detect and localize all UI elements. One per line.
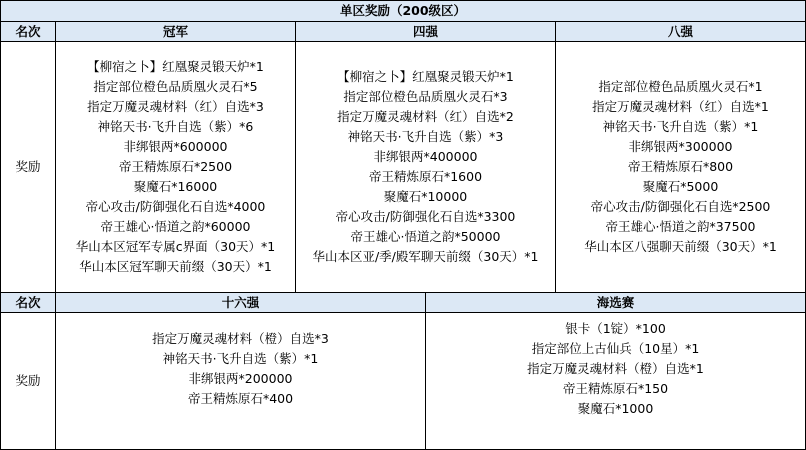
- top8-rewards: [556, 42, 806, 293]
- reward-line: 非绑银两*200000: [188, 371, 293, 386]
- reward-line: 指定万魔灵魂材料（红）自选*2: [337, 109, 514, 124]
- reward-line: 指定部位上古仙兵（10星）*1: [531, 341, 700, 356]
- header-qualifier: 海选赛: [426, 293, 806, 313]
- reward-line: 指定万魔灵魂材料（红）自选*3: [87, 99, 264, 114]
- reward-line: 聚魔石*1000: [577, 401, 654, 416]
- reward-line: 帝心攻击/防御强化石自选*4000: [85, 199, 266, 214]
- reward-line: 指定万魔灵魂材料（橙）自选*3: [152, 331, 329, 346]
- reward-line: 帝心攻击/防御强化石自选*3300: [335, 209, 516, 224]
- reward-line: 帝王雄心·悟道之韵*60000: [100, 219, 251, 234]
- reward-line: 帝王雄心·悟道之韵*37500: [605, 219, 756, 234]
- header-top8: 八强: [556, 22, 806, 42]
- reward-line: 聚魔石*16000: [133, 179, 218, 194]
- reward-line: 神铭天书·飞升自选（紫）*1: [602, 119, 759, 134]
- reward-line: 指定部位橙色品质凰火灵石*5: [93, 79, 258, 94]
- reward-line: 华山本区冠军专属c界面（30天）*1: [75, 239, 276, 254]
- reward-line: 【柳宿之卜】红凰聚灵锻天炉*1: [337, 69, 514, 84]
- reward-line: 非绑银两*400000: [373, 149, 478, 164]
- header-champion: 冠军: [56, 22, 296, 42]
- reward-line: 指定部位橙色品质凰火灵石*3: [343, 89, 508, 104]
- reward-line: 华山本区八强聊天前缀（30天）*1: [584, 239, 777, 254]
- header-rank-label-2: 名次: [1, 293, 56, 313]
- reward-line: 银卡（1锭）*100: [565, 321, 666, 336]
- row-label-reward-2: 奖励: [1, 313, 56, 450]
- reward-line: 聚魔石*10000: [383, 189, 468, 204]
- header-rank-label: 名次: [1, 22, 56, 42]
- reward-line: 非绑银两*600000: [123, 139, 228, 154]
- row-label-reward: 奖励: [1, 42, 56, 293]
- table-title: 单区奖励（200级区）: [1, 1, 806, 22]
- reward-line: 帝王精炼原石*400: [187, 391, 294, 406]
- reward-line: 神铭天书·飞升自选（紫）*6: [97, 119, 254, 134]
- reward-line: 指定万魔灵魂材料（橙）自选*1: [527, 361, 704, 376]
- champion-rewards: [56, 42, 296, 293]
- reward-line: 指定部位橙色品质凰火灵石*1: [598, 79, 763, 94]
- reward-line: 帝王精炼原石*150: [562, 381, 669, 396]
- reward-line: 华山本区冠军聊天前缀（30天）*1: [79, 259, 272, 274]
- reward-line: 帝心攻击/防御强化石自选*2500: [590, 199, 771, 214]
- reward-line: 神铭天书·飞升自选（紫）*1: [162, 351, 319, 366]
- reward-line: 帝王精炼原石*1600: [368, 169, 483, 184]
- reward-line: 指定万魔灵魂材料（红）自选*1: [592, 99, 769, 114]
- top4-rewards: [296, 42, 556, 293]
- reward-line: 帝王精炼原石*800: [627, 159, 734, 174]
- reward-line: 华山本区亚/季/殿军聊天前缀（30天）*1: [312, 249, 539, 264]
- qualifier-rewards: [426, 313, 806, 450]
- header-top4: 四强: [296, 22, 556, 42]
- reward-line: 聚魔石*5000: [642, 179, 719, 194]
- reward-line: 帝王精炼原石*2500: [118, 159, 233, 174]
- reward-line: 帝王雄心·悟道之韵*50000: [350, 229, 501, 244]
- reward-line: 神铭天书·飞升自选（紫）*3: [347, 129, 504, 144]
- reward-line: 【柳宿之卜】红凰聚灵锻天炉*1: [87, 59, 264, 74]
- reward-line: 非绑银两*300000: [628, 139, 733, 154]
- header-top16: 十六强: [56, 293, 426, 313]
- top16-rewards: [56, 313, 426, 450]
